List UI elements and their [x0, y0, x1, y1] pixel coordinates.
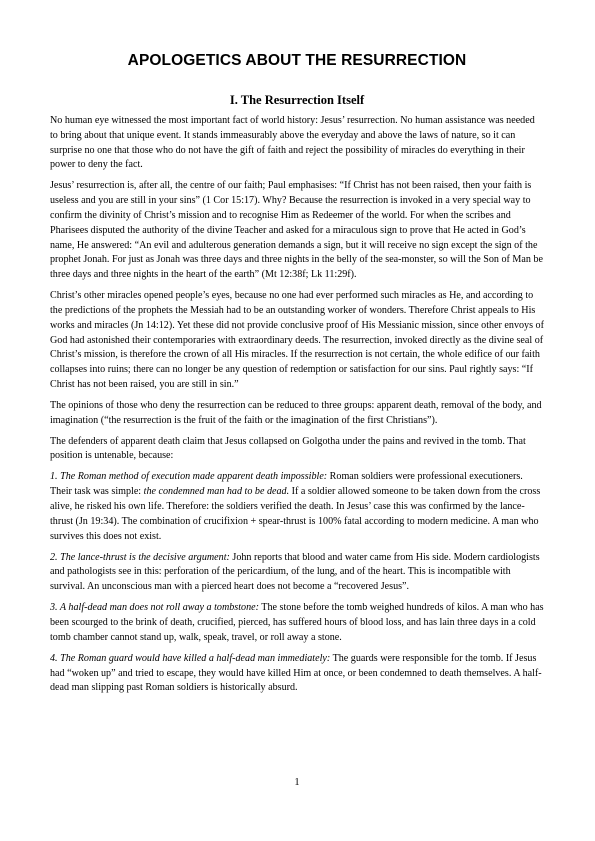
document-body: [50, 114, 544, 702]
point-roman-execution: [50, 470, 544, 544]
paragraph-other-miracles: [50, 289, 544, 393]
point-text: Roman soldiers were professional executioners. Their task was simple:: [50, 471, 523, 498]
point-emphasis: the condemned man had to be dead.: [143, 486, 290, 498]
section-title: I. The Resurrection Itself: [229, 93, 365, 107]
paragraph-text: The defenders of apparent death claim that Jesus collapsed on Golgotha under the pains and revived in the tomb. That position is untenable, because:: [50, 435, 526, 462]
paragraph-text: Christ’s other miracles opened people’s eyes, because no one had ever performed such miracles as He, and according to the predictions of the prophets the Messiah had to be an outstanding worker of wonders. Therefore Christ appeals to His works and miracles (Jn 14:12). Yet these did not provide conclusive proof of His Messianic mission, since other envoys of God had astonished their contemporaries with extraordinary deeds. The resurrection, invoked directly as the divine seal of Christ’s mission, is therefore the crown of all His miracles. If the resurrection is not certain, the whole edifice of our faith collapses into ruins; there can no longer be any question of redemption or satisfaction for our sins. Paul rightly says: “If Christ has not been raised, you are still in sin.”: [50, 290, 544, 390]
paragraph-text: The opinions of those who deny the resurrection can be reduced to three groups: apparent death, removal of the body, and imagination (“the resurrection is the fruit of the faith or the imagination of the first Christians”).: [50, 399, 542, 426]
point-text: The guards were responsible for the tomb. If Jesus had “woken up” and tried to escape, they would have killed Him at once, or been condemned to death themselves. A half-dead man slipping past Roman soldiers is historically absurd.: [50, 652, 542, 694]
paragraph-apparent-death: [50, 435, 544, 465]
point-tombstone: [50, 601, 544, 645]
page-number: 1: [294, 777, 300, 788]
point-heading: 3. A half-dead man does not roll away a tombstone:: [50, 602, 259, 614]
document-title: APOLOGETICS ABOUT THE RESURRECTION: [127, 52, 467, 69]
point-heading: 2. The lance-thrust is the decisive argument:: [50, 551, 230, 563]
paragraph-intro: [50, 114, 544, 173]
point-text: If a soldier allowed someone to be taken down from the cross alive, he risked his own life. Therefore: the soldiers verified the death. In Jesus’ case this was confirmed by the lance-thrust (Jn 19:34). The combination of crucifixion + spear-thrust is 100% fatal according to modern medicine. A man who survives this does not exist.: [50, 486, 541, 542]
paragraph-centre-of-faith: [50, 179, 544, 283]
point-text: The stone before the tomb weighed hundreds of kilos. A man who has been scourged to the brink of death, crucified, pierced, has suffered hours of blood loss, and has lain three days in a cold tomb chamber cannot stand up, walk, speak, travel, or roll away a stone.: [50, 602, 544, 643]
paragraph-text: No human eye witnessed the most important fact of world history: Jesus’ resurrection. No human assistance was needed to bring about that unique event. It stands immeasurably above the everyday and above the laws of nature, so it can surprise no one that those who do not have the gift of faith and reject the possibility of miracles do everything in their power to deny the fact.: [50, 115, 535, 171]
point-heading: 4. The Roman guard would have killed a half-dead man immediately:: [50, 652, 331, 664]
point-heading: 1. The Roman method of execution made apparent death impossible:: [50, 471, 328, 483]
point-text: John reports that blood and water came from His side. Modern cardiologists and pathologists see in this: perforation of the pericardium, of the lung, and of the heart. This is incompatible with survival. An unconscious man with a pierced heart does not become a “recovered Jesus”.: [50, 551, 540, 593]
paragraph-text: Jesus’ resurrection is, after all, the centre of our faith; Paul emphasises: “If Christ has not been raised, then your faith is useless and you are still in your sins” (1 Cor 15:17). Why? Because the resurrection is invoked in a very special way to confirm the divinity of Christ’s mission and to recognise Him as Redeemer of the world. For when the scribes and Pharisees disputed the authority of the divine Teacher and asked for a miraculous sign to prove that He acted in God’s name, He answered: “An evil and adulterous generation demands a sign, but it will receive no sign except the sign of the prophet Jonah. For just as Jonah was three days and three nights in the belly of the sea-monster, so will the Son of Man be three days and three nights in the heart of the earth” (Mt 12:38f; Lk 11:29f).: [50, 180, 543, 281]
paragraph-opinions: [50, 399, 544, 429]
point-lance-thrust: [50, 551, 544, 595]
point-roman-guard: [50, 652, 544, 696]
